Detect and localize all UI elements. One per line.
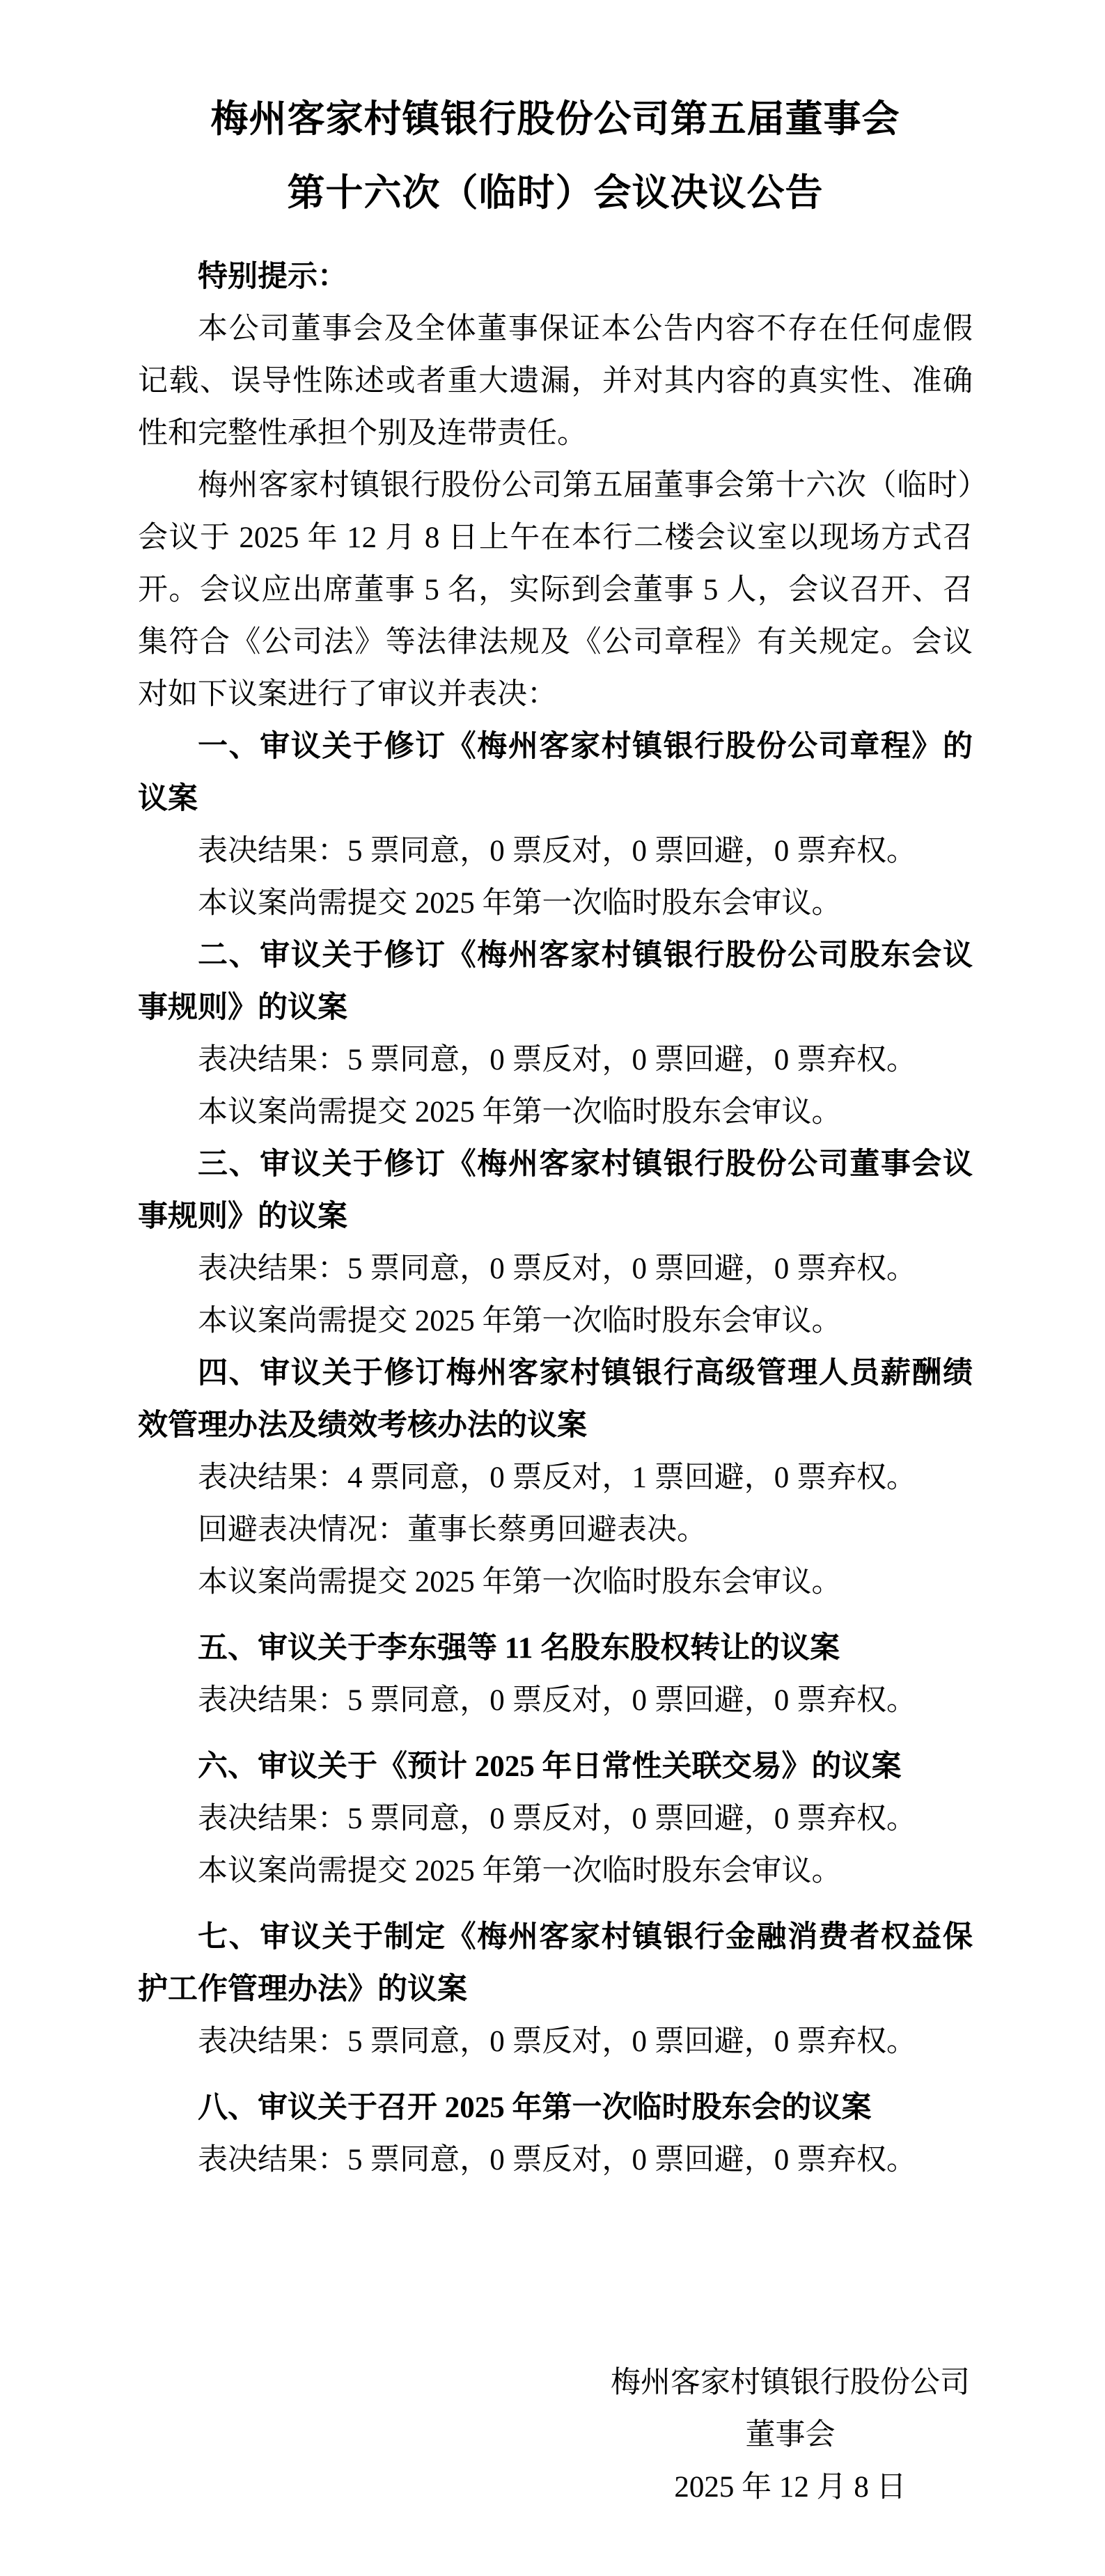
resolution-section-4 bbox=[138, 1347, 973, 1608]
resolution-section-3 bbox=[138, 1138, 973, 1347]
vote-result: 表决结果：5 票同意，0 票反对，0 票回避，0 票弃权。 bbox=[198, 2144, 916, 2176]
vote-result: 表决结果：5 票同意，0 票反对，0 票回避，0 票弃权。 bbox=[198, 1684, 916, 1717]
intro-paragraph: 梅州客家村镇银行股份公司第五届董事会第十六次（临时）会议于 2025 年 12 月 8 日上午在本行二楼会议室以现场方式召开。会议应出席董事 5 名，实际到会董事 5 人，会议召开、召集符合《公司法》等法律法规及《公司章程》有关规定。会议对如下议案进行了审议并表决： bbox=[138, 469, 973, 711]
followup-note: 本议案尚需提交 2025 年第一次临时股东会审议。 bbox=[198, 887, 842, 920]
special-notice-label: 特别提示： bbox=[198, 260, 347, 293]
title-line-2: 第十六次（临时）会议决议公告 bbox=[287, 172, 824, 214]
recusal-note: 回避表决情况：董事长蔡勇回避表决。 bbox=[198, 1514, 707, 1546]
vote-result: 表决结果：4 票同意，0 票反对，1 票回避，0 票弃权。 bbox=[198, 1461, 916, 1494]
followup-note: 本议案尚需提交 2025 年第一次临时股东会审议。 bbox=[198, 1566, 842, 1599]
resolution-section-7 bbox=[138, 1911, 973, 2068]
document-body bbox=[138, 251, 973, 2513]
resolution-heading: 三、审议关于修订《梅州客家村镇银行股份公司董事会议事规则》的议案 bbox=[138, 1148, 973, 1233]
resolution-section-5 bbox=[138, 1622, 973, 1727]
resolution-section-2 bbox=[138, 929, 973, 1138]
resolution-heading: 五、审议关于李东强等 11 名股东股权转让的议案 bbox=[198, 1632, 840, 1665]
followup-note: 本议案尚需提交 2025 年第一次临时股东会审议。 bbox=[198, 1855, 842, 1887]
resolution-section-6 bbox=[138, 1741, 973, 1897]
followup-note: 本议案尚需提交 2025 年第一次临时股东会审议。 bbox=[198, 1305, 842, 1337]
followup-note: 本议案尚需提交 2025 年第一次临时股东会审议。 bbox=[198, 1096, 842, 1129]
resolution-section-1 bbox=[138, 721, 973, 929]
resolution-heading: 七、审议关于制定《梅州客家村镇银行金融消费者权益保护工作管理办法》的议案 bbox=[138, 1921, 973, 2006]
document-title bbox=[138, 82, 973, 230]
resolution-section-8 bbox=[138, 2082, 973, 2186]
resolution-heading: 四、审议关于修订梅州客家村镇银行高级管理人员薪酬绩效管理办法及绩效考核办法的议案 bbox=[138, 1357, 973, 1442]
vote-result: 表决结果：5 票同意，0 票反对，0 票回避，0 票弃权。 bbox=[198, 1252, 916, 1285]
vote-result: 表决结果：5 票同意，0 票反对，0 票回避，0 票弃权。 bbox=[198, 2025, 916, 2058]
vote-result: 表决结果：5 票同意，0 票反对，0 票回避，0 票弃权。 bbox=[198, 1044, 916, 1076]
resolution-heading: 八、审议关于召开 2025 年第一次临时股东会的议案 bbox=[198, 2091, 872, 2124]
title-line-1: 梅州客家村镇银行股份公司第五届董事会 bbox=[210, 98, 900, 140]
vote-result: 表决结果：5 票同意，0 票反对，0 票回避，0 票弃权。 bbox=[198, 835, 916, 867]
resolution-heading: 六、审议关于《预计 2025 年日常性关联交易》的议案 bbox=[198, 1750, 902, 1783]
disclaimer-paragraph: 本公司董事会及全体董事保证本公告内容不存在任何虚假记载、误导性陈述或者重大遗漏，并对其内容的真实性、准确性和完整性承担个别及连带责任。 bbox=[138, 313, 973, 450]
signature-block bbox=[608, 2357, 973, 2513]
vote-result: 表决结果：5 票同意，0 票反对，0 票回避，0 票弃权。 bbox=[198, 1803, 916, 1835]
resolution-heading: 一、审议关于修订《梅州客家村镇银行股份公司章程》的议案 bbox=[138, 730, 973, 815]
resolution-heading: 二、审议关于修订《梅州客家村镇银行股份公司股东会议事规则》的议案 bbox=[138, 939, 973, 1024]
signature-company: 梅州客家村镇银行股份公司 bbox=[611, 2366, 970, 2399]
signature-issuer: 董事会 bbox=[745, 2419, 836, 2451]
signature-date: 2025 年 12 月 8 日 bbox=[674, 2471, 907, 2504]
